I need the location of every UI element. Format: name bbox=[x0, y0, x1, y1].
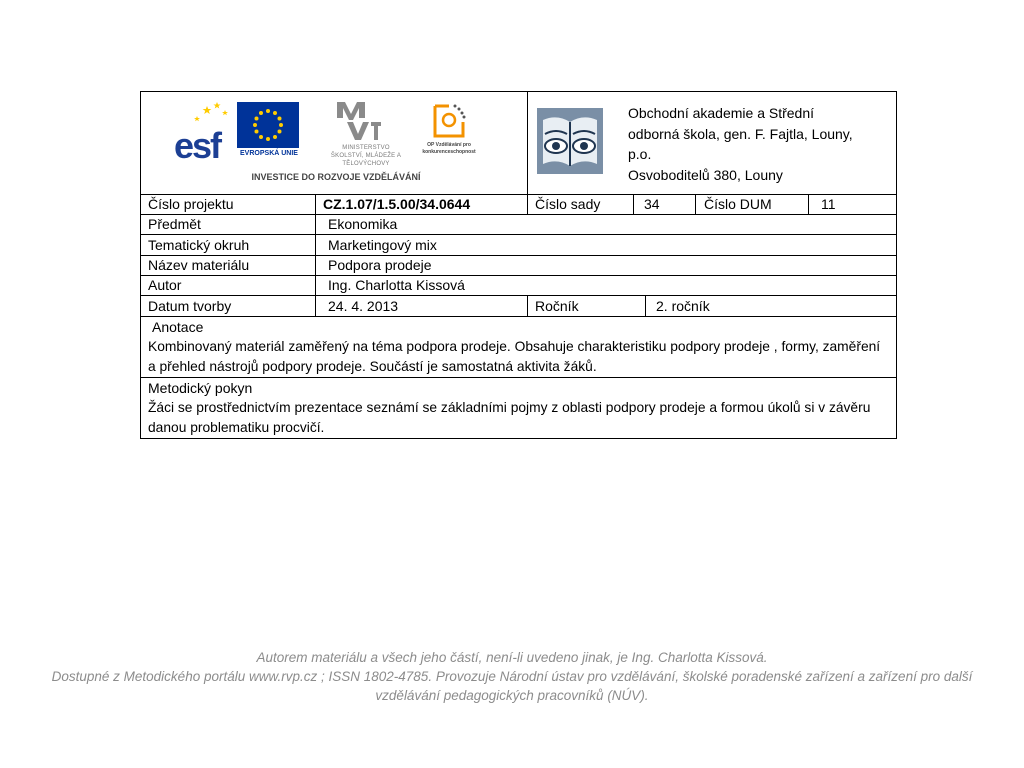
school-address bbox=[628, 103, 890, 185]
autor-label: Autor bbox=[148, 277, 182, 293]
footer-portal: Dostupné z Metodického portálu www.rvp.cz ; ISSN 1802-4785. Provozuje Národní ústav pro vzdělávání, školské poradenské zařízení a zařízení pro další vzdělávání pedagogických pracovníků (NÚV). bbox=[51, 669, 973, 703]
msmt-logo bbox=[333, 98, 383, 142]
nazev-value: Podpora prodeje bbox=[328, 257, 432, 273]
op-label: OP Vzdělávání pro konkurenceschopnost bbox=[422, 142, 476, 155]
row-divider bbox=[140, 316, 897, 317]
datum-label: Datum tvorby bbox=[148, 298, 232, 314]
school-logo-icon bbox=[537, 108, 603, 174]
msmt-label: MINISTERSTVO ŠKOLSTVÍ, MLÁDEŽE A TĚLOVÝCHOVY bbox=[330, 145, 402, 167]
footer-author: Autorem materiálu a všech jeho částí, není-li uvedeno jinak, je Ing. Charlotta Kissová. bbox=[256, 650, 768, 665]
datum-value: 24. 4. 2013 bbox=[328, 298, 399, 314]
school-name-line1: Obchodní akademie a Střední bbox=[628, 105, 815, 121]
school-address-line: Osvoboditelů 380, Louny bbox=[628, 166, 783, 183]
anotace-label: Anotace bbox=[152, 319, 204, 335]
nazev-label: Název materiálu bbox=[148, 257, 250, 273]
row-divider bbox=[140, 194, 897, 195]
op-vzdelavani-logo bbox=[429, 102, 469, 140]
row-divider bbox=[140, 295, 897, 296]
logo-banner bbox=[145, 96, 523, 190]
sada-label: Číslo sady bbox=[535, 196, 601, 212]
col-divider bbox=[527, 91, 528, 195]
projekt-value: CZ.1.07/1.5.00/34.0644 bbox=[323, 196, 471, 212]
eu-label: EVROPSKÁ UNIE bbox=[240, 150, 298, 157]
okruh-label: Tematický okruh bbox=[148, 237, 250, 253]
row-divider bbox=[140, 214, 897, 215]
col-divider bbox=[527, 295, 528, 316]
dum-value: 11 bbox=[821, 196, 836, 212]
anotace-text: Kombinovaný materiál zaměřený na téma podpora prodeje. Obsahuje charakteristiku podpory prodeje , formy, zaměření a přehled nástrojů podpory prodeje. Součástí je samostatná aktivita žáků. bbox=[148, 339, 881, 374]
dum-label: Číslo DUM bbox=[704, 196, 772, 212]
eu-flag-icon bbox=[237, 102, 299, 148]
predmet-value: Ekonomika bbox=[328, 216, 398, 232]
svg-text:esf: esf bbox=[174, 125, 221, 162]
slogan: INVESTICE DO ROZVOJE VZDĚLÁVÁNÍ bbox=[251, 172, 421, 182]
row-divider bbox=[140, 255, 897, 256]
col-divider bbox=[633, 194, 634, 215]
school-name-line3: p.o. bbox=[628, 146, 652, 162]
row-divider bbox=[140, 234, 897, 235]
row-divider bbox=[140, 377, 897, 378]
col-divider bbox=[527, 194, 528, 215]
col-divider bbox=[808, 194, 809, 215]
predmet-label: Předmět bbox=[148, 216, 201, 232]
metodicky-label: Metodický pokyn bbox=[148, 380, 253, 396]
col-divider bbox=[695, 194, 696, 215]
row-divider bbox=[140, 275, 897, 276]
school-name-line2: odborná škola, gen. F. Fajtla, Louny, bbox=[628, 125, 853, 142]
col-divider bbox=[645, 295, 646, 316]
autor-value: Ing. Charlotta Kissová bbox=[328, 277, 465, 293]
rocnik-label: Ročník bbox=[535, 298, 579, 314]
okruh-value: Marketingový mix bbox=[328, 237, 437, 253]
esf-logo bbox=[173, 100, 235, 162]
metodicky-text: Žáci se prostřednictvím prezentace seznámí se základními pojmy z oblasti podpory prodeje a formou úkolů si v závěru danou problematiku procvičí. bbox=[148, 400, 871, 435]
sada-value: 34 bbox=[644, 196, 660, 212]
projekt-label: Číslo projektu bbox=[148, 196, 234, 212]
col-divider bbox=[315, 194, 316, 316]
rocnik-value: 2. ročník bbox=[656, 298, 710, 314]
